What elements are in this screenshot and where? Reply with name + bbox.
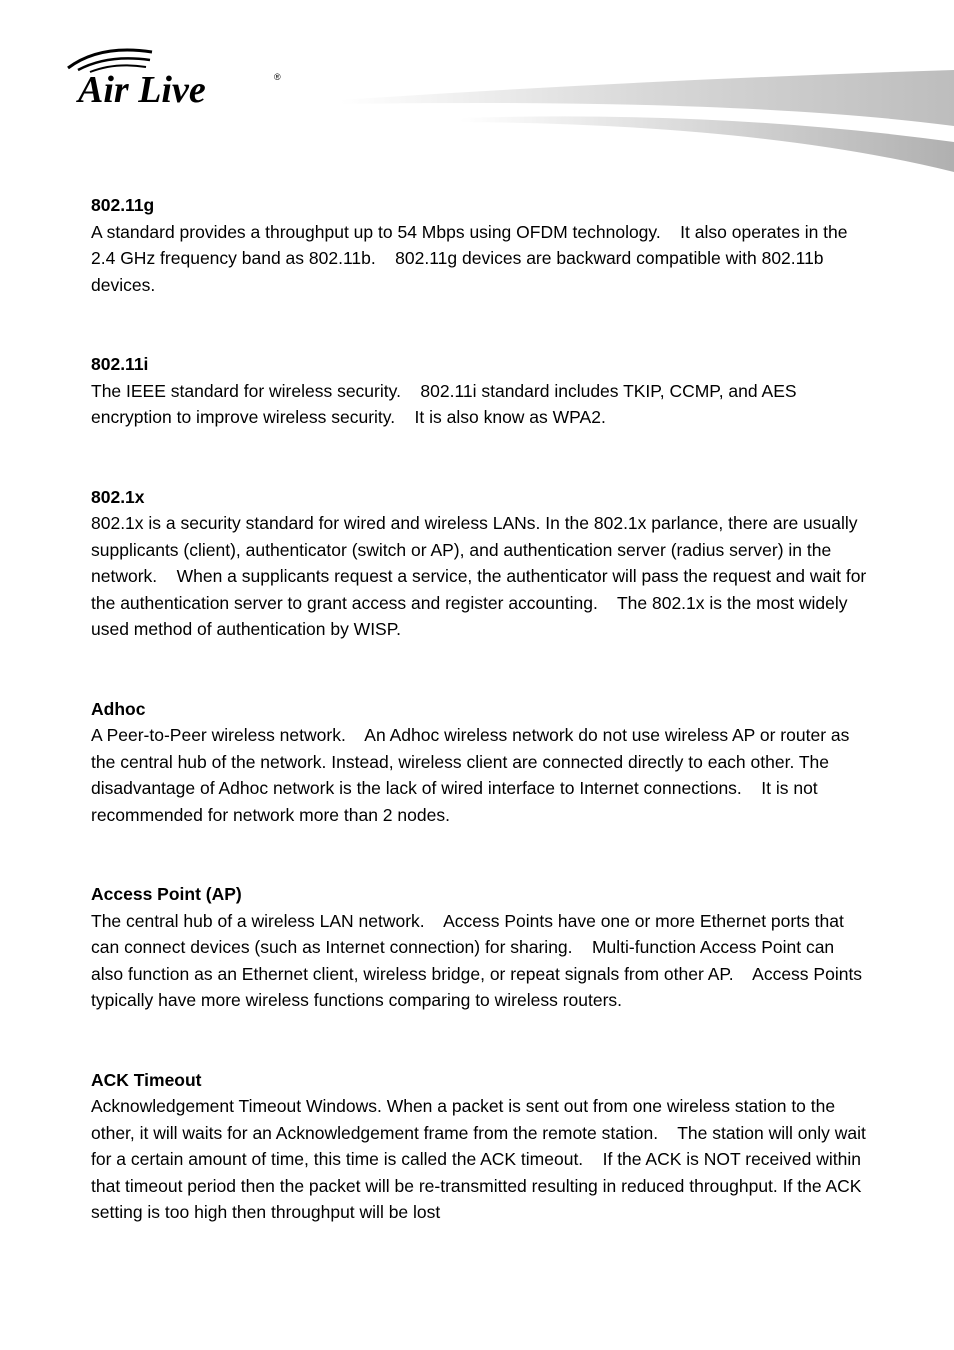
term-heading: ACK Timeout [91, 1069, 202, 1090]
header-swoosh [340, 60, 954, 180]
term-heading: 802.11g [91, 195, 155, 215]
registered-mark: ® [274, 72, 281, 82]
term-heading: Access Point (AP) [91, 884, 242, 904]
glossary-entry-802-11g [91, 192, 871, 298]
term-definition: The IEEE standard for wireless security. 802.11i standard includes TKIP, CCMP, and AES encryption to improve wireless security. It is also know as WPA2. [91, 380, 802, 427]
glossary-entry-802-1x [91, 484, 871, 643]
glossary-entry-802-11i [91, 351, 871, 431]
page-header [0, 0, 954, 190]
glossary-entry-adhoc [91, 696, 871, 829]
glossary-entry-ack-timeout [91, 1067, 871, 1226]
term-heading: 802.1x [91, 486, 145, 507]
term-heading: 802.11i [91, 354, 149, 374]
term-heading: Adhoc [91, 698, 146, 719]
term-definition: 802.1x is a security standard for wired and wireless LANs. In the 802.1x parlance, there are usually supplicants (client), authenticator (switch or AP), and authentication server (radius server) in the network. When a supplicants request a service, the authenticator will pass the request and wait for the authentication server to grant access and register accounting. The 802.1x is the most widely used method of authentication by WISP. [91, 513, 872, 639]
glossary-entry-access-point [91, 881, 871, 1014]
airlive-logo [60, 40, 300, 110]
glossary [91, 192, 871, 1226]
term-definition: A standard provides a throughput up to 54 Mbps using OFDM technology. It also operates in the 2.4 GHz frequency band as 802.11b. 802.11g devices are backward compatible with 802.11b devices. [91, 221, 853, 295]
term-definition: Acknowledgement Timeout Windows. When a packet is sent out from one wireless station to the other, it will waits for an Acknowledgement frame from the remote station. The station will only wait for a certain amount of time, this time is called the ACK timeout. If the ACK is NOT received within that timeout period then the packet will be re-transmitted resulting in reduced throughput. If the ACK setting is too high then throughput will be lost [91, 1096, 871, 1222]
term-definition: The central hub of a wireless LAN network. Access Points have one or more Ethernet ports that can connect devices (such as Internet connection) for sharing. Multi-function Access Point can also function as an Ethernet client, wireless bridge, or repeat signals from other AP. Access Points typically have more wireless functions comparing to wireless routers. [91, 910, 867, 1010]
logo-wordmark: Air Live [78, 69, 206, 110]
term-definition: A Peer-to-Peer wireless network. An Adhoc wireless network do not use wireless AP or router as the central hub of the network. Instead, wireless client are connected directly to each other. The disadvantage of Adhoc network is the lack of wired interface to Internet connections. It is not recommended for network more than 2 nodes. [91, 725, 855, 825]
